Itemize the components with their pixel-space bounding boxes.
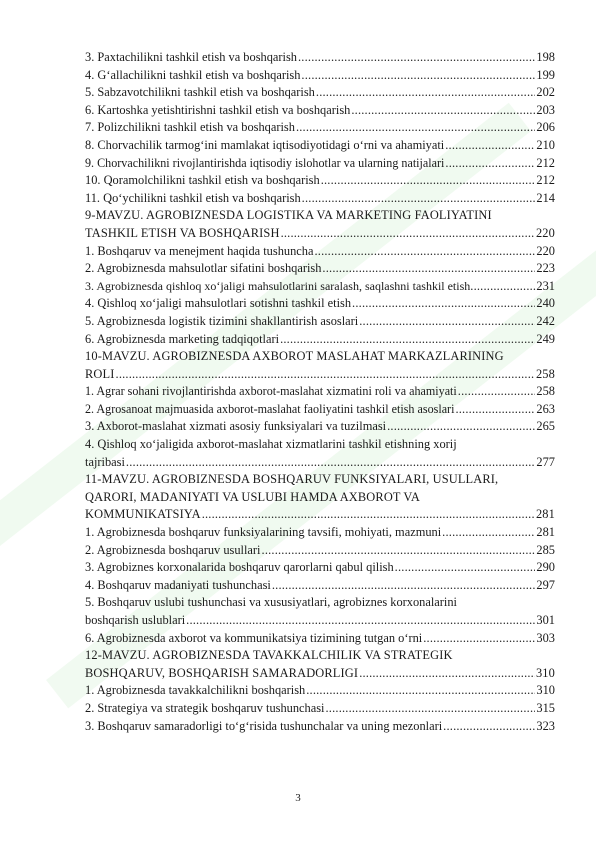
toc-entry [85, 418, 555, 436]
toc-leader [298, 49, 535, 67]
toc-entry-page: 315 [536, 700, 555, 715]
toc-entry-page: 199 [536, 67, 555, 82]
toc-entry [85, 313, 555, 331]
toc-entry-page: 212 [536, 155, 555, 170]
table-of-contents [85, 49, 555, 735]
toc-entry-page: 285 [536, 542, 555, 557]
toc-entry [85, 577, 555, 595]
toc-entry-page: 303 [536, 630, 555, 645]
toc-leader [126, 454, 535, 472]
toc-entry [85, 84, 555, 102]
toc-chapter-heading-last-line [85, 506, 555, 524]
toc-entry-title: 2. Strategiya va strategik boshqaruv tushunchasi [85, 700, 325, 715]
toc-entry-title: 11. Qo‘ychilikni tashkil etish va boshqarish [85, 190, 301, 205]
toc-entry-title: 10. Qoramolchilikni tashkil etish va boshqarish [85, 173, 320, 188]
toc-entry-title: 3. Paxtachilikni tashkil etish va boshqarish [85, 50, 297, 64]
toc-entry [85, 612, 555, 630]
toc-entry-title: 1. Agrar sohani rivojlantirishda axborot-maslahat xizmatini roli va ahamiyati [85, 384, 457, 399]
toc-leader [296, 119, 535, 137]
toc-entry-title: 6. Agrobiznesda axborot va kommunikatsiya tizimining tutgan o‘rni [85, 630, 423, 645]
toc-entry [85, 542, 555, 560]
toc-entry-page: 258 [536, 384, 555, 399]
toc-entry-page: 214 [536, 190, 555, 205]
toc-entry [85, 49, 555, 67]
toc-entry-title: 5. Sabzavotchilikni tashkil etish va boshqarish [85, 85, 315, 100]
toc-leader [262, 542, 536, 560]
toc-entry-title: 1. Agrobiznesda boshqaruv funksiyalarining tavsifi, mohiyati, mazmuni [85, 525, 442, 540]
toc-chapter-heading-last-line [85, 225, 555, 243]
toc-leader [359, 665, 535, 683]
toc-entry [85, 295, 555, 313]
toc-entry-page: 240 [536, 296, 555, 311]
toc-entry-title: 1. Agrobiznesda tavakkalchilikni boshqarish [85, 683, 306, 698]
toc-chapter-heading-last-line [85, 665, 555, 683]
toc-leader [281, 225, 535, 243]
toc-entry [85, 137, 555, 155]
toc-entry-page: 206 [536, 120, 555, 135]
toc-leader [116, 366, 535, 384]
toc-chapter-title: BOSHQARUV, BOSHQARISH SAMARADORLIGI [85, 665, 359, 680]
toc-entry-title: 3. Agrobiznes korxonalarida boshqaruv qarorlarni qabul qilish [85, 560, 394, 575]
toc-entry-page: 223 [536, 261, 555, 276]
toc-entry-page: 249 [536, 331, 555, 346]
toc-entry-title: 4. G‘allachilikni tashkil etish va boshqarish [85, 67, 301, 82]
toc-entry [85, 243, 555, 261]
toc-entry [85, 559, 555, 577]
toc-entry-title: boshqarish uslublari [85, 613, 186, 627]
toc-entry-page: 265 [536, 419, 555, 434]
toc-entry-page: 220 [536, 243, 555, 258]
toc-leader [280, 331, 535, 349]
toc-entry-page: 263 [536, 401, 555, 416]
toc-leader [470, 278, 536, 296]
toc-leader [445, 155, 535, 173]
toc-entry-page: 212 [536, 173, 555, 188]
toc-entry [85, 102, 555, 120]
toc-chapter-heading: 12-MAVZU. AGROBIZNESDA TAVAKKALCHILIK VA STRATEGIK [85, 648, 453, 663]
toc-entry-page: 277 [536, 454, 555, 469]
toc-leader [443, 718, 535, 736]
toc-leader [322, 260, 535, 278]
toc-entry-page: 198 [536, 50, 555, 64]
toc-entry [85, 718, 555, 736]
toc-chapter-title: TASHKIL ETISH VA BOSHQARISH [85, 225, 280, 240]
toc-leader [316, 84, 536, 102]
toc-entry-title: tajribasi [85, 454, 125, 469]
toc-entry-page: 310 [535, 665, 555, 680]
toc-chapter-title: KOMMUNIKATSIYA [85, 507, 201, 522]
toc-entry [85, 700, 555, 718]
toc-entry-title: 1. Boshqaruv va menejment haqida tushuncha [85, 243, 314, 258]
toc-entry-page: 281 [536, 525, 555, 540]
toc-leader [306, 682, 535, 700]
toc-leader [455, 401, 535, 419]
toc-leader [272, 577, 536, 595]
toc-entry-title: 4. Boshqaruv madaniyati tushunchasi [85, 577, 271, 592]
toc-entry [85, 67, 555, 85]
page-number: 3 [295, 792, 301, 804]
toc-entry [85, 155, 555, 173]
toc-chapter-heading: QARORI, MADANIYATI VA USLUBI HAMDA AXBOROT VA [85, 489, 421, 504]
toc-entry-page: 323 [536, 718, 555, 733]
toc-chapter-heading: 9-MAVZU. AGROBIZNESDA LOGISTIKA VA MARKETING FAOLIYATINI [85, 208, 492, 223]
toc-entry [85, 524, 555, 542]
toc-entry-page: 220 [535, 225, 555, 240]
toc-entry [85, 331, 555, 349]
toc-entry [85, 260, 555, 278]
toc-entry [85, 172, 555, 190]
toc-entry-title: 3. Axborot-maslahat xizmati asosiy funksiyalari va tuzilmasi [85, 419, 387, 434]
toc-entry-page: 231 [536, 278, 555, 293]
toc-leader [442, 524, 535, 542]
toc-leader [314, 243, 535, 261]
toc-leader [202, 506, 535, 524]
toc-entry-title-line: 5. Boshqaruv uslubi tushunchasi va xususiyatlari, agrobiznes korxonalarini [85, 595, 457, 610]
toc-entry [85, 630, 555, 648]
toc-leader [321, 172, 536, 190]
toc-entry [85, 190, 555, 208]
toc-leader [351, 102, 535, 120]
toc-entry-title: 2. Agrosanoat majmuasida axborot-maslahat faoliyatini tashkil etish asoslari [85, 401, 455, 416]
toc-entry-title: 6. Agrobiznesda marketing tadqiqotlari [85, 331, 280, 346]
toc-entry-page: 258 [535, 366, 555, 381]
toc-entry-title: 2. Agrobiznesda boshqaruv usullari [85, 542, 261, 557]
toc-leader [352, 295, 535, 313]
toc-chapter-heading: 11-MAVZU. AGROBIZNESDA BOSHQARUV FUNKSIYALARI, USULLARI, [85, 472, 499, 487]
toc-leader [186, 612, 535, 630]
toc-entry-title: 3. Agrobiznesda qishloq xo‘jaligi mahsulotlarini saralash, saqlashni tashkil etish [85, 278, 471, 293]
toc-entry-page: 242 [536, 313, 555, 328]
toc-entry [85, 401, 555, 419]
toc-entry-title-line: 4. Qishloq xo‘jaligida axborot-maslahat xizmatlarini tashkil etishning xorij [85, 437, 457, 452]
toc-leader [302, 190, 536, 208]
toc-entry [85, 119, 555, 137]
toc-entry-page: 281 [535, 507, 555, 522]
toc-entry [85, 278, 555, 296]
toc-entry-title: 2. Agrobiznesda mahsulotlar sifatini boshqarish [85, 261, 322, 276]
toc-leader [387, 418, 535, 436]
toc-leader [326, 700, 536, 718]
toc-entry-page: 301 [536, 613, 555, 627]
toc-entry-page: 203 [536, 102, 555, 117]
toc-chapter-heading-last-line [85, 366, 555, 384]
toc-leader [359, 313, 535, 331]
toc-entry [85, 454, 555, 472]
toc-entry-page: 210 [536, 137, 555, 152]
toc-entry-title: 7. Polizchilikni tashkil etish va boshqarish [85, 120, 295, 135]
toc-entry-title: 8. Chorvachilik tarmog‘ini mamlakat iqtisodiyotidagi o‘rni va ahamiyati [85, 137, 445, 152]
toc-chapter-heading: 10-MAVZU. AGROBIZNESDA AXBOROT MASLAHAT MARKAZLARINING [85, 349, 504, 364]
toc-entry-page: 290 [536, 560, 555, 575]
toc-chapter-title: ROLI [85, 366, 115, 381]
toc-leader [395, 559, 536, 577]
toc-leader [458, 383, 536, 401]
toc-entry-page: 310 [536, 683, 555, 698]
toc-leader [301, 67, 535, 85]
toc-entry-title: 3. Boshqaruv samaradorligi to‘g‘risida tushunchalar va uning mezonlari [85, 718, 443, 733]
toc-leader [423, 630, 535, 648]
toc-entry-title: 5. Agrobiznesda logistik tizimini shakllantirish asoslari [85, 313, 359, 328]
toc-entry [85, 682, 555, 700]
toc-entry [85, 383, 555, 401]
toc-entry-title: 4. Qishloq xo‘jaligi mahsulotlari sotishni tashkil etish [85, 296, 352, 311]
toc-entry-title: 6. Kartoshka yetishtirishni tashkil etish va boshqarish [85, 102, 351, 117]
toc-entry-page: 297 [536, 577, 555, 592]
toc-leader [445, 137, 535, 155]
toc-entry-title: 9. Chorvachilikni rivojlantirishda iqtisodiy islohotlar va ularning natijalari [85, 155, 445, 170]
toc-entry-page: 202 [536, 85, 555, 100]
